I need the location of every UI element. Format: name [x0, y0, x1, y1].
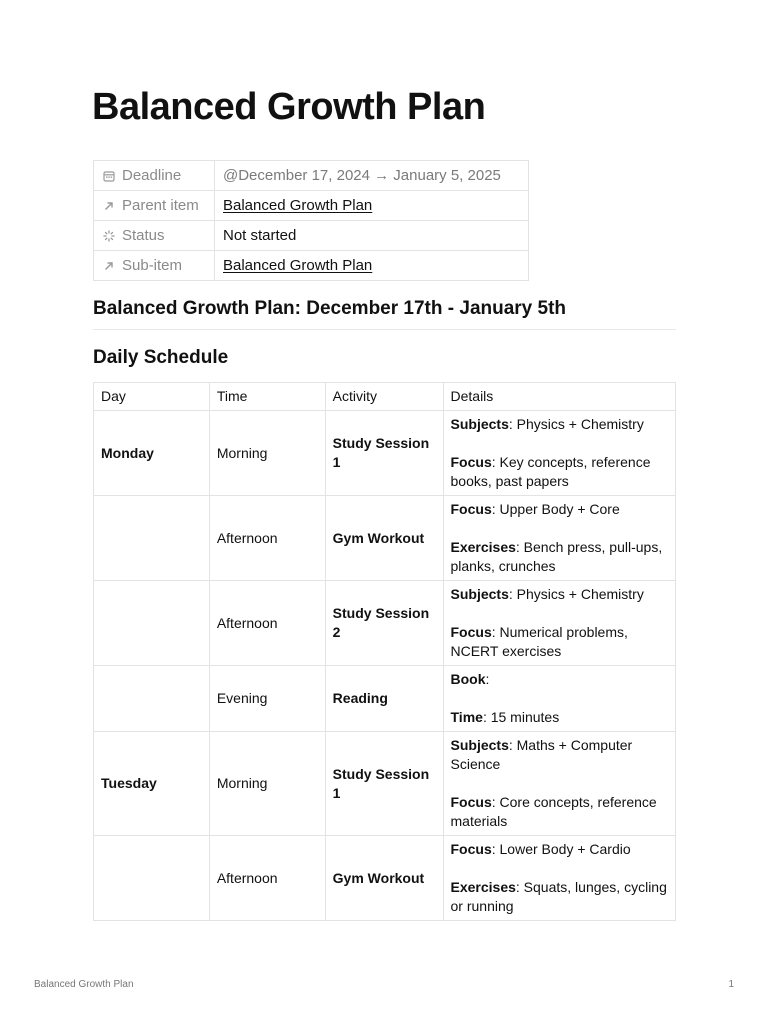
property-label: Sub-item	[122, 257, 183, 274]
activity-cell: Gym Workout	[325, 496, 443, 581]
details-cell	[443, 496, 676, 581]
details-line	[451, 793, 669, 831]
details-line	[451, 585, 669, 604]
details-line	[451, 538, 669, 576]
details-cell	[443, 581, 676, 666]
day-cell: Monday	[94, 411, 210, 496]
day-cell	[94, 666, 210, 732]
details-spacer	[451, 604, 669, 623]
details-text: : Core concepts, reference materials	[450, 794, 657, 829]
day-cell	[94, 581, 210, 666]
time-cell: Evening	[209, 666, 325, 732]
table-row	[94, 732, 676, 836]
details-text: : Lower Body + Cardio	[491, 841, 631, 857]
details-text: : Physics + Chemistry	[508, 586, 644, 602]
details-text: : Key concepts, reference books, past papers	[450, 454, 651, 489]
activity-cell: Study Session 1	[325, 732, 443, 836]
details-key: Exercises	[450, 539, 516, 555]
property-name-cell	[94, 161, 215, 191]
property-row	[94, 221, 529, 251]
details-cell	[443, 666, 676, 732]
details-key: Subjects	[450, 586, 509, 602]
details-key: Focus	[450, 841, 492, 857]
details-key: Focus	[450, 794, 492, 810]
details-line	[451, 623, 669, 661]
time-cell: Afternoon	[209, 836, 325, 921]
details-cell	[443, 836, 676, 921]
details-cell	[443, 411, 676, 496]
calendar-icon	[102, 169, 116, 183]
details-line	[451, 736, 669, 774]
property-label: Parent item	[122, 197, 199, 214]
property-value-cell[interactable]	[215, 251, 529, 281]
details-spacer	[451, 859, 669, 878]
table-row	[94, 411, 676, 496]
details-spacer	[451, 689, 669, 708]
details-key: Subjects	[450, 416, 509, 432]
details-line	[451, 453, 669, 491]
column-header-details: Details	[443, 383, 676, 411]
details-spacer	[451, 434, 669, 453]
arrow-up-right-icon	[102, 259, 116, 273]
details-line	[451, 878, 669, 916]
time-cell: Morning	[209, 732, 325, 836]
activity-cell: Study Session 1	[325, 411, 443, 496]
page-title: Balanced Growth Plan	[92, 86, 486, 128]
section-heading: Balanced Growth Plan: December 17th - January 5th	[93, 298, 567, 319]
subsection-heading: Daily Schedule	[93, 347, 229, 368]
table-row	[94, 496, 676, 581]
property-name-cell	[94, 191, 215, 221]
column-header-time: Time	[209, 383, 325, 411]
property-row	[94, 161, 529, 191]
property-label: Deadline	[122, 167, 182, 184]
property-name-cell	[94, 251, 215, 281]
details-key: Time	[450, 709, 483, 725]
activity-cell: Study Session 2	[325, 581, 443, 666]
property-link[interactable]: Balanced Growth Plan	[223, 257, 373, 274]
day-cell: Tuesday	[94, 732, 210, 836]
details-key: Focus	[450, 454, 492, 470]
loading-spinner-icon	[102, 229, 116, 243]
property-value: @December 17, 2024 → January 5, 2025	[223, 167, 501, 184]
details-text: : Upper Body + Core	[491, 501, 620, 517]
property-value-cell[interactable]	[215, 191, 529, 221]
schedule-table	[93, 382, 676, 921]
time-cell: Afternoon	[209, 496, 325, 581]
details-line	[451, 670, 669, 689]
property-name-cell	[94, 221, 215, 251]
details-key: Focus	[450, 624, 492, 640]
table-header-row	[94, 383, 676, 411]
page-number: 1	[728, 979, 734, 990]
details-spacer	[451, 519, 669, 538]
column-header-day: Day	[94, 383, 210, 411]
details-key: Focus	[450, 501, 492, 517]
details-text: :	[485, 671, 490, 687]
details-key: Book	[450, 671, 486, 687]
details-key: Subjects	[450, 737, 509, 753]
details-text: : Maths + Computer Science	[450, 737, 633, 772]
day-cell	[94, 496, 210, 581]
details-line	[451, 500, 669, 519]
details-text: : Numerical problems, NCERT exercises	[450, 624, 628, 659]
activity-cell: Gym Workout	[325, 836, 443, 921]
details-key: Exercises	[450, 879, 516, 895]
property-value: Not started	[223, 227, 297, 244]
details-line	[451, 415, 669, 434]
details-spacer	[451, 774, 669, 793]
details-cell	[443, 732, 676, 836]
properties-table	[93, 160, 529, 281]
details-text: : Physics + Chemistry	[508, 416, 644, 432]
property-row	[94, 251, 529, 281]
divider	[93, 329, 676, 330]
property-row	[94, 191, 529, 221]
table-row	[94, 581, 676, 666]
details-line	[451, 840, 669, 859]
column-header-activity: Activity	[325, 383, 443, 411]
table-row	[94, 666, 676, 732]
details-text: : Bench press, pull-ups, planks, crunches	[450, 539, 663, 574]
activity-cell: Reading	[325, 666, 443, 732]
time-cell: Afternoon	[209, 581, 325, 666]
details-text: : Squats, lunges, cycling or running	[450, 879, 667, 914]
arrow-up-right-icon	[102, 199, 116, 213]
details-line	[451, 708, 669, 727]
table-row	[94, 836, 676, 921]
property-link[interactable]: Balanced Growth Plan	[223, 197, 373, 214]
time-cell: Morning	[209, 411, 325, 496]
footer-title: Balanced Growth Plan	[34, 979, 134, 990]
details-text: : 15 minutes	[482, 709, 560, 725]
property-value-cell	[215, 221, 529, 251]
property-value-cell	[215, 161, 529, 191]
property-label: Status	[122, 227, 165, 244]
day-cell	[94, 836, 210, 921]
